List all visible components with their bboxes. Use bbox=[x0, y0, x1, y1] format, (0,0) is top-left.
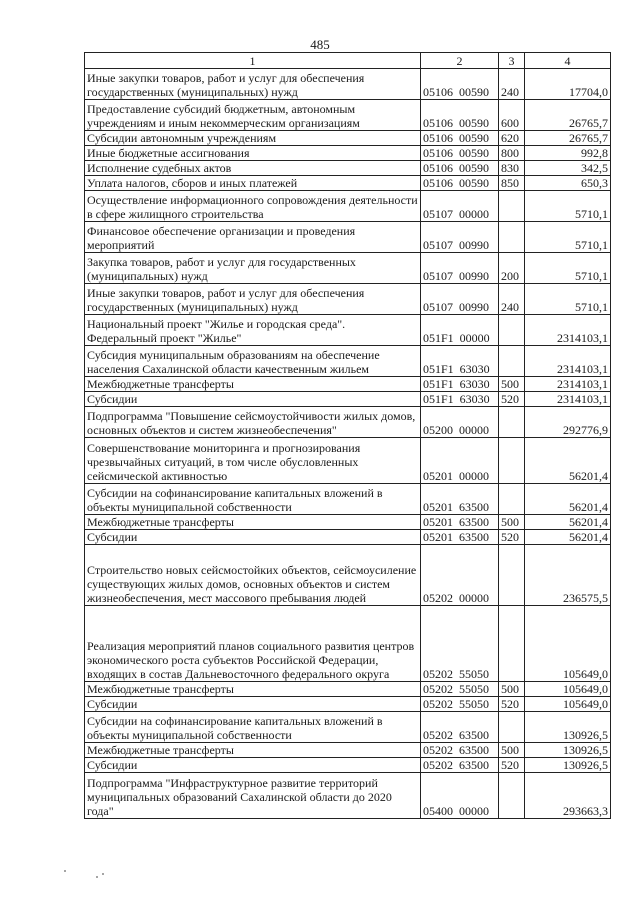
table-row bbox=[85, 530, 611, 545]
row-code: 05400 00000 bbox=[421, 773, 499, 819]
row-amount: 2314103,1 bbox=[525, 392, 611, 407]
row-code: 05202 55050 bbox=[421, 682, 499, 697]
row-name: Межбюджетные трансферты bbox=[85, 515, 421, 530]
row-amount: 105649,0 bbox=[525, 606, 611, 682]
table-row bbox=[85, 161, 611, 176]
row-amount: 5710,1 bbox=[525, 253, 611, 284]
table-row bbox=[85, 377, 611, 392]
row-name: Финансовое обеспечение организации и проведения мероприятий bbox=[85, 222, 421, 253]
row-code: 05202 63500 bbox=[421, 758, 499, 773]
table-row bbox=[85, 176, 611, 191]
row-code: 05107 00990 bbox=[421, 222, 499, 253]
row-amount: 5710,1 bbox=[525, 191, 611, 222]
row-expense-type bbox=[499, 222, 525, 253]
row-code: 05202 63500 bbox=[421, 712, 499, 743]
table-row bbox=[85, 438, 611, 484]
row-amount: 130926,5 bbox=[525, 743, 611, 758]
row-amount: 56201,4 bbox=[525, 515, 611, 530]
header-col-4: 4 bbox=[525, 53, 611, 69]
row-code: 05201 00000 bbox=[421, 438, 499, 484]
row-amount: 56201,4 bbox=[525, 438, 611, 484]
row-name: Осуществление информационного сопровождения деятельности в сфере жилищного строительства bbox=[85, 191, 421, 222]
table-row bbox=[85, 697, 611, 712]
row-name: Субсидии bbox=[85, 758, 421, 773]
table-row bbox=[85, 191, 611, 222]
row-expense-type: 520 bbox=[499, 758, 525, 773]
header-col-1: 1 bbox=[85, 53, 421, 69]
row-expense-type bbox=[499, 407, 525, 438]
row-amount: 130926,5 bbox=[525, 712, 611, 743]
row-code: 05106 00590 bbox=[421, 146, 499, 161]
row-amount: 2314103,1 bbox=[525, 377, 611, 392]
row-expense-type: 830 bbox=[499, 161, 525, 176]
table-row bbox=[85, 100, 611, 131]
row-code: 05202 63500 bbox=[421, 743, 499, 758]
row-expense-type: 500 bbox=[499, 743, 525, 758]
row-expense-type: 200 bbox=[499, 253, 525, 284]
table-header-row bbox=[85, 53, 611, 69]
row-expense-type: 520 bbox=[499, 697, 525, 712]
row-amount: 17704,0 bbox=[525, 69, 611, 100]
row-code: 05202 55050 bbox=[421, 697, 499, 712]
row-name: Межбюджетные трансферты bbox=[85, 743, 421, 758]
table-row bbox=[85, 712, 611, 743]
row-code: 05106 00590 bbox=[421, 176, 499, 191]
row-name: Субсидии bbox=[85, 530, 421, 545]
row-code: 05106 00590 bbox=[421, 100, 499, 131]
row-name: Субсидии на софинансирование капитальных вложений в объекты муниципальной собственности bbox=[85, 484, 421, 515]
table-row bbox=[85, 743, 611, 758]
table-row bbox=[85, 773, 611, 819]
page-number: 485 bbox=[310, 37, 330, 52]
row-name: Иные закупки товаров, работ и услуг для обеспечения государственных (муниципальных) нужд bbox=[85, 69, 421, 100]
table-row bbox=[85, 315, 611, 346]
row-code: 05106 00590 bbox=[421, 131, 499, 146]
row-expense-type: 500 bbox=[499, 515, 525, 530]
row-amount: 5710,1 bbox=[525, 284, 611, 315]
row-expense-type: 800 bbox=[499, 146, 525, 161]
row-amount: 342,5 bbox=[525, 161, 611, 176]
row-amount: 26765,7 bbox=[525, 131, 611, 146]
row-amount: 105649,0 bbox=[525, 682, 611, 697]
row-expense-type bbox=[499, 438, 525, 484]
scan-speck bbox=[64, 870, 66, 872]
row-expense-type: 500 bbox=[499, 682, 525, 697]
row-name: Совершенствование мониторинга и прогнозирования чрезвычайных ситуаций, в том числе обусловленных сейсмической активностью bbox=[85, 438, 421, 484]
row-name: Иные бюджетные ассигнования bbox=[85, 146, 421, 161]
row-code: 051F1 63030 bbox=[421, 392, 499, 407]
row-expense-type: 600 bbox=[499, 100, 525, 131]
header-col-2: 2 bbox=[421, 53, 499, 69]
row-expense-type bbox=[499, 773, 525, 819]
table-row bbox=[85, 545, 611, 606]
row-name: Субсидии на софинансирование капитальных вложений в объекты муниципальной собственности bbox=[85, 712, 421, 743]
row-name: Межбюджетные трансферты bbox=[85, 682, 421, 697]
row-expense-type: 620 bbox=[499, 131, 525, 146]
row-expense-type: 520 bbox=[499, 392, 525, 407]
row-name: Подпрограмма "Повышение сейсмоустойчивости жилых домов, основных объектов и систем жизнеобеспечения" bbox=[85, 407, 421, 438]
table-row bbox=[85, 484, 611, 515]
row-expense-type bbox=[499, 346, 525, 377]
row-name: Субсидия муниципальным образованиям на обеспечение населения Сахалинской области качественным жильем bbox=[85, 346, 421, 377]
table-row bbox=[85, 758, 611, 773]
table-row bbox=[85, 682, 611, 697]
row-name: Субсидии bbox=[85, 392, 421, 407]
table-row bbox=[85, 284, 611, 315]
row-expense-type bbox=[499, 315, 525, 346]
row-amount: 26765,7 bbox=[525, 100, 611, 131]
row-expense-type bbox=[499, 712, 525, 743]
row-name: Иные закупки товаров, работ и услуг для обеспечения государственных (муниципальных) нужд bbox=[85, 284, 421, 315]
table-row bbox=[85, 131, 611, 146]
row-code: 05201 63500 bbox=[421, 484, 499, 515]
row-code: 05107 00000 bbox=[421, 191, 499, 222]
scan-speck bbox=[102, 873, 104, 875]
row-amount: 56201,4 bbox=[525, 530, 611, 545]
row-amount: 130926,5 bbox=[525, 758, 611, 773]
row-name: Подпрограмма "Инфраструктурное развитие территорий муниципальных образований Сахалинской области до 2020 года" bbox=[85, 773, 421, 819]
row-name: Субсидии bbox=[85, 697, 421, 712]
scan-speck bbox=[96, 876, 98, 878]
table-row bbox=[85, 346, 611, 377]
row-expense-type bbox=[499, 606, 525, 682]
row-name: Строительство новых сейсмостойких объектов, сейсмоусиление существующих жилых домов, основных объектов и систем жизнеобеспечения, мест массового пребывания людей bbox=[85, 545, 421, 606]
table-row bbox=[85, 253, 611, 284]
table-row bbox=[85, 146, 611, 161]
budget-table bbox=[84, 52, 611, 819]
row-expense-type: 520 bbox=[499, 530, 525, 545]
row-name: Межбюджетные трансферты bbox=[85, 377, 421, 392]
row-amount: 56201,4 bbox=[525, 484, 611, 515]
row-code: 05201 63500 bbox=[421, 530, 499, 545]
row-amount: 5710,1 bbox=[525, 222, 611, 253]
table-row bbox=[85, 222, 611, 253]
row-code: 05200 00000 bbox=[421, 407, 499, 438]
row-code: 05106 00590 bbox=[421, 161, 499, 176]
table-row bbox=[85, 407, 611, 438]
row-code: 051F1 63030 bbox=[421, 346, 499, 377]
row-name: Закупка товаров, работ и услуг для государственных (муниципальных) нужд bbox=[85, 253, 421, 284]
row-expense-type bbox=[499, 484, 525, 515]
row-code: 05107 00990 bbox=[421, 284, 499, 315]
row-amount: 2314103,1 bbox=[525, 346, 611, 377]
table-row bbox=[85, 515, 611, 530]
row-name: Исполнение судебных актов bbox=[85, 161, 421, 176]
row-amount: 105649,0 bbox=[525, 697, 611, 712]
row-name: Уплата налогов, сборов и иных платежей bbox=[85, 176, 421, 191]
row-amount: 292776,9 bbox=[525, 407, 611, 438]
row-code: 05202 00000 bbox=[421, 545, 499, 606]
row-expense-type bbox=[499, 545, 525, 606]
row-amount: 236575,5 bbox=[525, 545, 611, 606]
table-row bbox=[85, 69, 611, 100]
row-amount: 650,3 bbox=[525, 176, 611, 191]
row-amount: 992,8 bbox=[525, 146, 611, 161]
row-code: 05201 63500 bbox=[421, 515, 499, 530]
row-code: 05106 00590 bbox=[421, 69, 499, 100]
header-col-3: 3 bbox=[499, 53, 525, 69]
table-row bbox=[85, 392, 611, 407]
row-expense-type: 240 bbox=[499, 69, 525, 100]
row-code: 051F1 00000 bbox=[421, 315, 499, 346]
table-row bbox=[85, 606, 611, 682]
row-code: 05107 00990 bbox=[421, 253, 499, 284]
row-expense-type: 500 bbox=[499, 377, 525, 392]
row-amount: 293663,3 bbox=[525, 773, 611, 819]
row-expense-type: 240 bbox=[499, 284, 525, 315]
row-name: Субсидии автономным учреждениям bbox=[85, 131, 421, 146]
row-name: Национальный проект "Жилье и городская среда". Федеральный проект "Жилье" bbox=[85, 315, 421, 346]
row-code: 051F1 63030 bbox=[421, 377, 499, 392]
row-expense-type bbox=[499, 191, 525, 222]
row-amount: 2314103,1 bbox=[525, 315, 611, 346]
row-code: 05202 55050 bbox=[421, 606, 499, 682]
row-name: Предоставление субсидий бюджетным, автономным учреждениям и иным некоммерческим организациям bbox=[85, 100, 421, 131]
row-expense-type: 850 bbox=[499, 176, 525, 191]
row-name: Реализация мероприятий планов социального развития центров экономического роста субъектов Российской Федерации, входящих в состав Дальневосточного федерального округа bbox=[85, 606, 421, 682]
